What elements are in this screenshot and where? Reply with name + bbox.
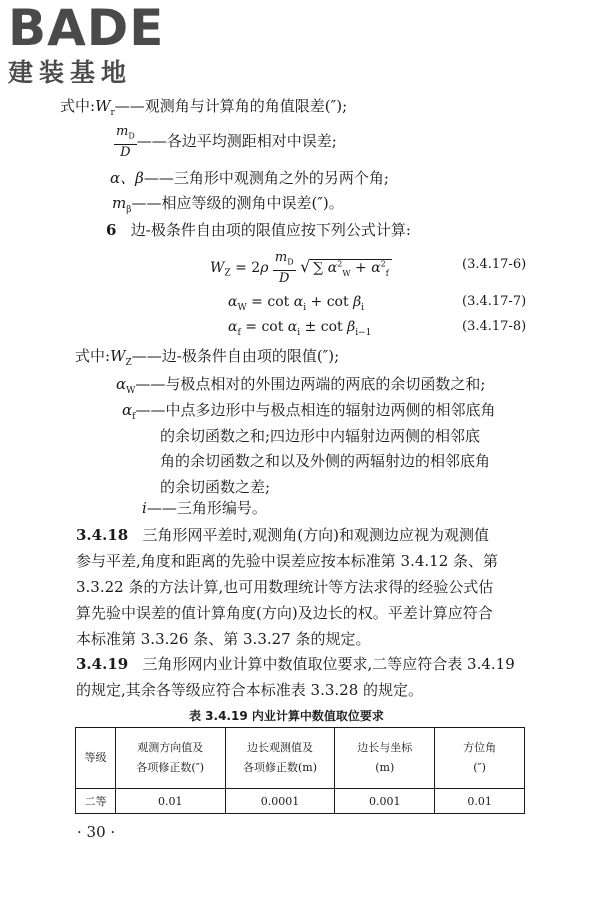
def-desc: ——与极点相对的外围边两端的两底的余切函数之和; (135, 375, 486, 393)
def-desc: ——相应等级的测角中误差(″)。 (131, 194, 344, 212)
clause-number: 3.4.19 (76, 655, 129, 673)
equation-1-number: (3.4.17-6) (462, 257, 527, 272)
table-header-cell: 边长与坐标 (m) (335, 728, 435, 789)
symbol: α (122, 401, 133, 419)
def-desc: ——边-极条件自由项的限值(″); (131, 347, 340, 365)
symbol: W (95, 97, 111, 115)
def-aw-row (116, 374, 485, 401)
table-cell: 0.01 (435, 789, 525, 814)
table-cell: 0.001 (335, 789, 435, 814)
item-6 (106, 220, 411, 240)
table-cell: 0.0001 (225, 789, 335, 814)
frac-num-sub: D (128, 131, 135, 141)
clause-3418-line: 算先验中误差的值计算角度(方向)及边长的权。平差计算应符合 (76, 604, 493, 622)
symbol-sub: β (126, 205, 132, 215)
table-header-cell: 观测方向值及 各项修正数(″) (115, 728, 225, 789)
table-row (76, 789, 525, 814)
table-header-cell: 方位角 (″) (435, 728, 525, 789)
equation-2-number: (3.4.17-7) (462, 294, 527, 309)
clause-number: 3.4.18 (76, 526, 129, 544)
equation-3: $\alpha_f = \cot \alpha_i \pm \cot \beta_{i-1}$ (228, 319, 372, 338)
page-number: · 30 · (77, 823, 116, 841)
clause-text: 三角形网内业计算中数值取位要求,二等应符合表 3.4.19 (142, 655, 515, 673)
clause-text: 三角形网平差时,观测角(方向)和观测边应视为观测值 (142, 526, 489, 544)
def-w-row (60, 96, 347, 123)
def-af-line: 的余切函数之和;四边形中内辐射边两侧的相邻底 (160, 427, 481, 445)
def-af-row (122, 400, 496, 427)
symbol-sub: f (132, 412, 136, 422)
table-header-cell: 等级 (76, 728, 116, 789)
symbol-sub: W (126, 386, 136, 396)
symbol: W (110, 347, 126, 365)
def-mb-row (112, 193, 344, 220)
table-header-cell: 边长观测值及 各项修正数(m) (225, 728, 335, 789)
table-cell: 二等 (76, 789, 116, 814)
symbol-sub: r (110, 108, 115, 118)
clause-3419-line-1 (76, 654, 515, 674)
symbol: α (116, 375, 127, 393)
def-desc: ——中点多边形中与极点相连的辐射边两侧的相邻底角 (135, 401, 496, 419)
symbol: m (112, 194, 127, 212)
symbol-sub: Z (125, 358, 132, 368)
clause-3418-line: 本标准第 3.3.26 条、第 3.3.27 条的规定。 (76, 630, 371, 648)
def-i-row (142, 498, 267, 518)
logo-wordmark: BADE (8, 0, 165, 57)
item-number: 6 (106, 221, 117, 239)
clause-3418-line: 3.3.22 条的方法计算,也可用数理统计等方法求得的经验公式估 (76, 578, 494, 596)
def-desc: ——各边平均测距相对中误差; (136, 131, 337, 150)
def-frac-row (114, 124, 337, 160)
symbol: i (142, 499, 147, 517)
frac-den: D (120, 144, 131, 160)
def-af-line: 的余切函数之差; (160, 478, 271, 496)
def-desc: ——三角形编号。 (146, 499, 267, 517)
equation-2: $\alpha_W = \cot \alpha_i + \cot \beta_i$ (228, 294, 365, 313)
clause-3418-line: 参与平差,角度和距离的先验中误差应按本标准第 3.4.12 条、第 (76, 552, 499, 570)
table-cell: 0.01 (115, 789, 225, 814)
frac-num: m (116, 124, 129, 139)
def-af-line: 角的余切函数之和以及外侧的两辐射边的相邻底角 (160, 452, 491, 470)
def-ab-row (110, 168, 389, 188)
table-caption: 表 3.4.19 内业计算中数值取位要求 (189, 709, 384, 723)
def-desc: ——三角形中观测角之外的另两个角; (143, 169, 389, 187)
fraction (114, 124, 137, 160)
def-desc: ——观测角与计算角的角值限差(″); (114, 97, 348, 115)
clause-3419-line: 的规定,其余各等级应符合本标准表 3.3.28 的规定。 (76, 681, 424, 699)
table-header-row (76, 728, 525, 789)
equation-3-number: (3.4.17-8) (462, 319, 527, 334)
clause-3418-line-1 (76, 525, 489, 545)
data-table (75, 727, 525, 814)
equation-1: $W_Z = 2\rho$ $\frac{m_D}{D}$ √ ∑ $\alpha^2_W + \alpha^2_f$ (210, 250, 392, 286)
def-lead: 式中: (75, 347, 111, 365)
logo-subtitle: 建装基地 (8, 58, 133, 87)
symbol: α、β (110, 169, 144, 187)
def-wz-row (75, 346, 339, 373)
item-text: 边-极条件自由项的限值应按下列公式计算: (130, 221, 411, 239)
def-lead: 式中: (60, 97, 96, 115)
